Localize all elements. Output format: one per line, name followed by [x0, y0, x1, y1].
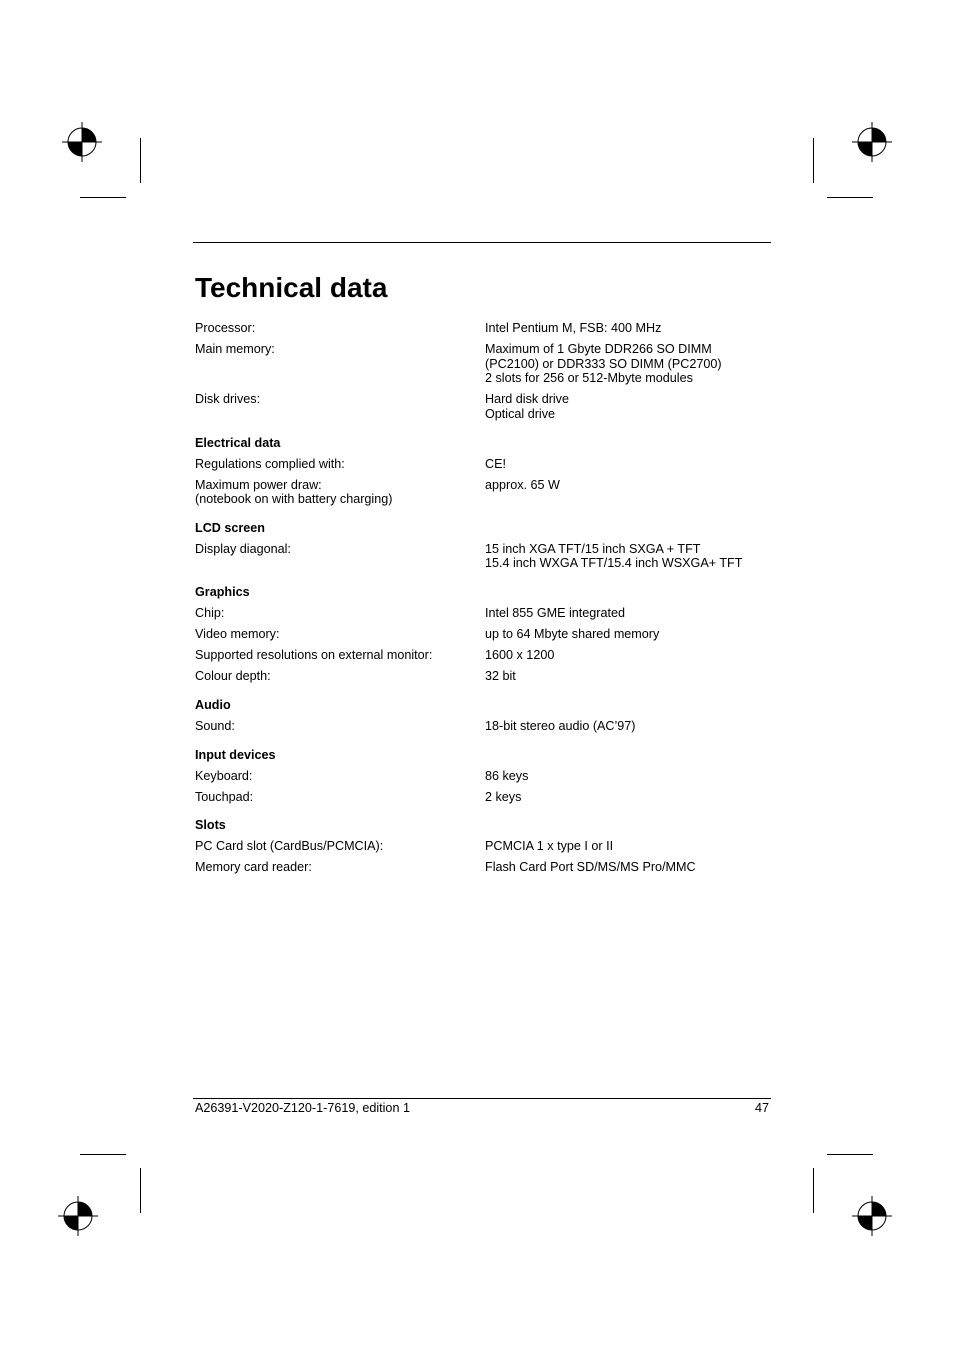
spec-label-line: Video memory: — [195, 627, 280, 642]
spec-row — [195, 719, 775, 734]
spec-label — [195, 542, 485, 571]
registration-mark-icon — [852, 1196, 892, 1236]
spec-value-line: Maximum of 1 Gbyte DDR266 SO DIMM — [485, 341, 712, 356]
spec-row — [195, 542, 775, 571]
spec-value — [485, 342, 775, 386]
spec-label-line: Main memory: — [195, 341, 275, 356]
crop-mark — [813, 1168, 814, 1213]
spec-row — [195, 860, 775, 875]
spec-row — [195, 342, 775, 386]
spec-value — [485, 769, 775, 784]
spec-label — [195, 860, 485, 875]
spec-value — [485, 392, 775, 421]
spec-label-line: Regulations complied with: — [195, 456, 345, 471]
crop-mark — [827, 1154, 873, 1155]
spec-label — [195, 478, 485, 507]
spec-value-line: 86 keys — [485, 768, 529, 783]
spec-label — [195, 790, 485, 805]
spec-label-line: Display diagonal: — [195, 541, 291, 556]
spec-label-line: Chip: — [195, 606, 225, 621]
spec-label-line: PC Card slot (CardBus/PCMCIA): — [195, 839, 384, 854]
crop-mark — [813, 138, 814, 183]
spec-value-line: Intel Pentium M, FSB: 400 MHz — [485, 321, 662, 335]
spec-value-line: 2 keys — [485, 789, 522, 804]
registration-mark-icon — [58, 1196, 98, 1236]
crop-mark — [140, 138, 141, 183]
spec-label — [195, 839, 485, 854]
spec-value — [485, 606, 775, 621]
spec-value-line: up to 64 Mbyte shared memory — [485, 627, 660, 642]
spec-value-line: Optical drive — [485, 406, 555, 421]
spec-label-line: Memory card reader: — [195, 860, 312, 875]
spec-value — [485, 542, 775, 571]
section-heading: Graphics — [195, 585, 250, 600]
spec-value-line: Flash Card Port SD/MS/MS Pro/MMC — [485, 860, 696, 875]
spec-value-line: 1600 x 1200 — [485, 648, 555, 663]
spec-label-line: Sound: — [195, 718, 235, 733]
spec-value — [485, 321, 775, 336]
spec-label-line: Processor: — [195, 321, 256, 335]
spec-value-line: (PC2100) or DDR333 SO DIMM (PC2700) — [485, 356, 722, 371]
spec-label — [195, 769, 485, 784]
spec-value-line: approx. 65 W — [485, 477, 560, 492]
spec-label — [195, 457, 485, 472]
spec-row — [195, 321, 775, 336]
spec-value — [485, 719, 775, 734]
spec-value — [485, 457, 775, 472]
section-heading: Input devices — [195, 747, 276, 762]
spec-label — [195, 719, 485, 734]
spec-row — [195, 627, 775, 642]
spec-label — [195, 627, 485, 642]
spec-row — [195, 478, 775, 507]
spec-row — [195, 606, 775, 621]
crop-mark — [140, 1168, 141, 1213]
spec-value — [485, 478, 775, 507]
header-rule — [193, 242, 771, 243]
crop-mark — [80, 1154, 126, 1155]
spec-label — [195, 606, 485, 621]
spec-value-line: 15 inch XGA TFT/15 inch SXGA + TFT — [485, 541, 701, 556]
spec-value — [485, 860, 775, 875]
spec-row — [195, 457, 775, 472]
spec-label — [195, 342, 485, 386]
spec-label-line: Touchpad: — [195, 789, 254, 804]
crop-mark — [827, 197, 873, 198]
spec-row — [195, 669, 775, 684]
spec-row — [195, 648, 775, 663]
spec-row — [195, 839, 775, 854]
spec-value-line: 2 slots for 256 or 512-Mbyte modules — [485, 371, 693, 386]
spec-label — [195, 321, 485, 336]
spec-label-line: Keyboard: — [195, 768, 253, 783]
spec-value-line: CE! — [485, 456, 506, 471]
spec-label-line: Maximum power draw: — [195, 477, 322, 492]
spec-label — [195, 669, 485, 684]
spec-value — [485, 627, 775, 642]
spec-value-line: 18-bit stereo audio (AC’97) — [485, 718, 636, 733]
section-heading: LCD screen — [195, 520, 265, 535]
page-title: Technical data — [195, 272, 388, 303]
spec-value-line: Hard disk drive — [485, 392, 569, 407]
spec-row — [195, 790, 775, 805]
registration-mark-icon — [62, 122, 102, 162]
spec-label-line: Supported resolutions on external monitor: — [195, 648, 433, 663]
footer-page-number: 47 — [754, 1101, 769, 1115]
spec-label-line: Colour depth: — [195, 669, 271, 684]
registration-mark-icon — [852, 122, 892, 162]
spec-value-line: PCMCIA 1 x type I or II — [485, 839, 614, 854]
footer-doc-id: A26391-V2020-Z120-1-7619, edition 1 — [195, 1101, 410, 1115]
spec-value — [485, 839, 775, 854]
footer-rule — [193, 1098, 771, 1099]
section-heading: Slots — [195, 818, 226, 833]
spec-value — [485, 790, 775, 805]
spec-value — [485, 669, 775, 684]
spec-row — [195, 392, 775, 421]
spec-label-line: Disk drives: — [195, 392, 261, 407]
spec-value-line: Intel 855 GME integrated — [485, 606, 626, 621]
spec-label — [195, 392, 485, 421]
spec-table — [195, 321, 775, 875]
section-heading: Electrical data — [195, 435, 281, 450]
spec-value-line: 15.4 inch WXGA TFT/15.4 inch WSXGA+ TFT — [485, 556, 743, 571]
spec-label-line: (notebook on with battery charging) — [195, 492, 393, 507]
section-heading: Audio — [195, 697, 231, 712]
spec-row — [195, 769, 775, 784]
crop-mark — [80, 197, 126, 198]
spec-value — [485, 648, 775, 663]
spec-value-line: 32 bit — [485, 669, 516, 684]
spec-label — [195, 648, 485, 663]
